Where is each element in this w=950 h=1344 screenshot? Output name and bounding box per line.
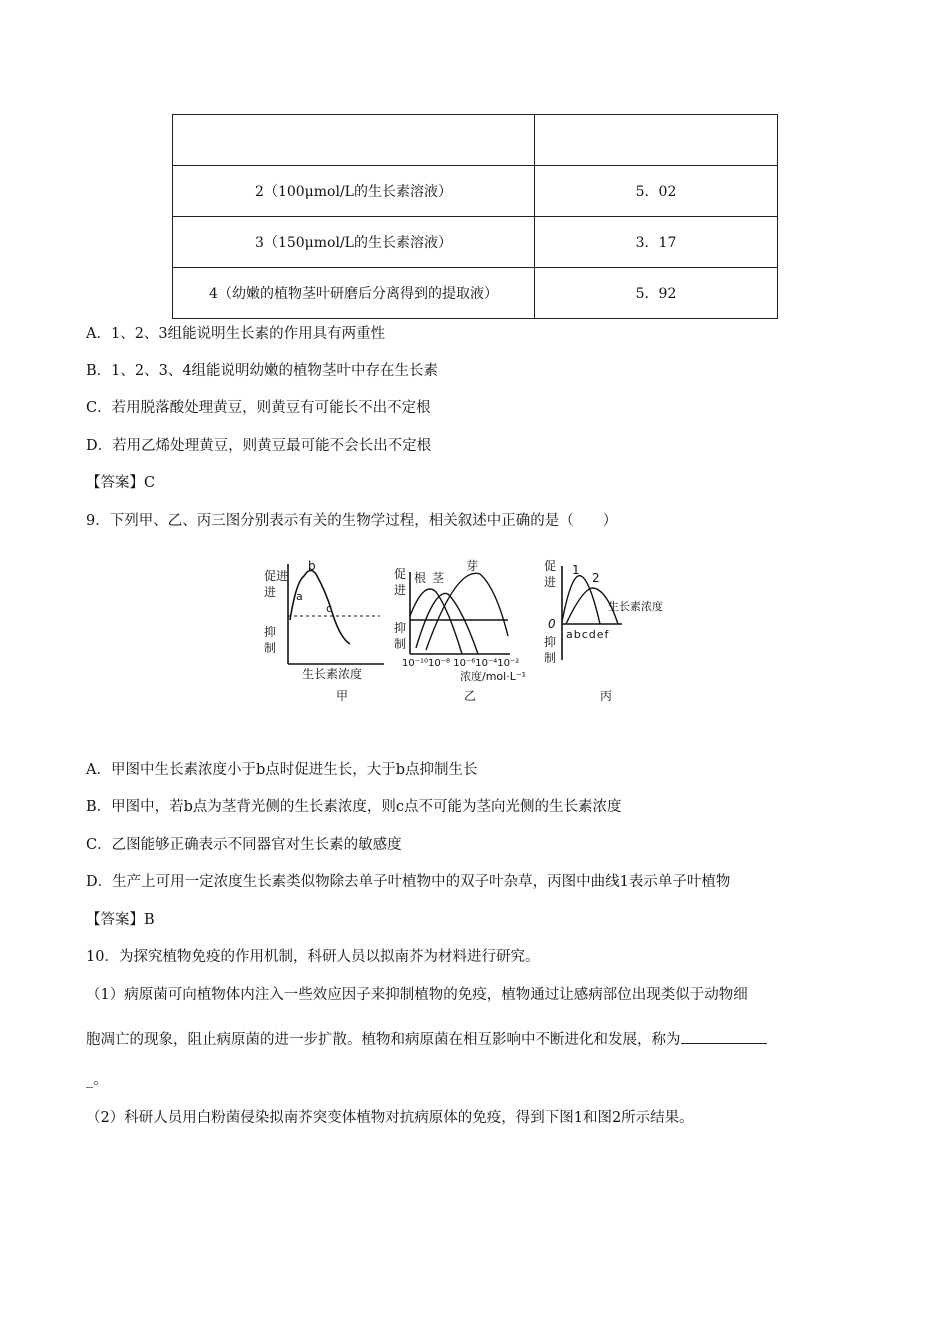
table-cell bbox=[535, 115, 778, 166]
jia-y-top: 促进 bbox=[264, 569, 289, 583]
jia-point-c: c bbox=[326, 602, 333, 615]
graph-yi bbox=[394, 558, 526, 703]
jia-caption: 甲 bbox=[336, 689, 349, 703]
table-row bbox=[173, 115, 778, 166]
yi-y-bot: 抑 bbox=[394, 621, 407, 635]
q8-option-c: C．若用脱落酸处理黄豆，则黄豆有可能长不出不定根 bbox=[86, 400, 431, 416]
graph-bing bbox=[544, 559, 663, 703]
yi-curve-bud: 芽 bbox=[466, 559, 479, 573]
bing-y-top: 促 bbox=[544, 559, 557, 573]
q8-option-a: A．1、2、3组能说明生长素的作用具有两重性 bbox=[86, 326, 386, 342]
data-table bbox=[172, 114, 778, 319]
q10-part1-line1: （1）病原菌可向植物体内注入一些效应因子来抑制植物的免疫，植物通过让感病部位出现类似于动物细 bbox=[86, 987, 748, 1003]
table-cell-group: 2（100μmol/L的生长素溶液） bbox=[173, 166, 535, 217]
table-cell-group: 3（150μmol/L的生长素溶液） bbox=[173, 217, 535, 268]
q9-option-a: A．甲图中生长素浓度小于b点时促进生长，大于b点抑制生长 bbox=[86, 762, 478, 778]
q9-answer: 【答案】B bbox=[86, 912, 155, 928]
table-cell-group: 4（幼嫩的植物茎叶研磨后分离得到的提取液） bbox=[173, 268, 535, 319]
table-row bbox=[173, 166, 778, 217]
table-row bbox=[173, 217, 778, 268]
q10-part1-line2-text: 胞凋亡的现象，阻止病原菌的进一步扩散。植物和病原菌在相互影响中不断进化和发展，称为 bbox=[86, 1032, 681, 1048]
q10-part1-line3: _。 bbox=[86, 1072, 108, 1088]
graph-jia bbox=[264, 559, 384, 703]
q9-option-b: B．甲图中，若b点为茎背光侧的生长素浓度，则c点不可能为茎向光侧的生长素浓度 bbox=[86, 799, 622, 815]
q8-option-b: B．1、2、3、4组能说明幼嫩的植物茎叶中存在生长素 bbox=[86, 363, 439, 379]
bing-curve-2: 2 bbox=[592, 571, 600, 585]
bing-y-bot2: 制 bbox=[544, 651, 557, 665]
jia-y-bot2: 制 bbox=[264, 641, 277, 655]
table-row bbox=[173, 268, 778, 319]
bing-xlabel: 生长素浓度 bbox=[608, 600, 663, 613]
bing-y-top2: 进 bbox=[544, 575, 557, 589]
yi-curve-root: 根 bbox=[414, 571, 427, 585]
q10-part1-line2 bbox=[86, 1029, 767, 1050]
table-cell-value: 5．02 bbox=[535, 166, 778, 217]
table-cell-value: 3．17 bbox=[535, 217, 778, 268]
q9-option-c: C．乙图能够正确表示不同器官对生长素的敏感度 bbox=[86, 837, 402, 853]
jia-point-a: a bbox=[296, 590, 303, 603]
jia-y-bot: 抑 bbox=[264, 625, 277, 639]
yi-caption: 乙 bbox=[464, 689, 477, 703]
yi-y-top2: 进 bbox=[394, 583, 407, 597]
q9-option-d: D．生产上可用一定浓度生长素类似物除去单子叶植物中的双子叶杂草，丙图中曲线1表示单子叶植物 bbox=[86, 874, 731, 890]
q9-stem: 9．下列甲、乙、丙三图分别表示有关的生物学过程，相关叙述中正确的是（ ） bbox=[86, 513, 618, 529]
yi-curve-stem: 茎 bbox=[432, 571, 445, 585]
q10-part2: （2）科研人员用白粉菌侵染拟南芥突变体植物对抗病原体的免疫，得到下图1和图2所示结果。 bbox=[86, 1110, 694, 1126]
answer-blank bbox=[681, 1029, 767, 1044]
bing-zero: 0 bbox=[548, 617, 556, 631]
bing-y-bot: 抑 bbox=[544, 635, 557, 649]
q10-stem: 10．为探究植物免疫的作用机制，科研人员以拟南芥为材料进行研究。 bbox=[86, 949, 540, 965]
bing-ticks: abcdef bbox=[566, 628, 610, 641]
yi-xlabel: 浓度/mol·L⁻¹ bbox=[460, 670, 527, 683]
jia-y-top2: 进 bbox=[264, 585, 277, 599]
q8-option-d: D．若用乙烯处理黄豆，则黄豆最可能不会长出不定根 bbox=[86, 438, 432, 454]
jia-point-b: b bbox=[308, 559, 316, 573]
table-cell-value: 5．92 bbox=[535, 268, 778, 319]
jia-xlabel: 生长素浓度 bbox=[302, 667, 363, 681]
q9-figure bbox=[256, 552, 663, 712]
bing-curve-1: 1 bbox=[572, 563, 580, 577]
yi-ticks: 10⁻¹⁰10⁻⁸ 10⁻⁶10⁻⁴10⁻² bbox=[402, 658, 520, 669]
yi-y-bot2: 制 bbox=[394, 637, 407, 651]
q8-answer: 【答案】C bbox=[86, 475, 156, 491]
table-cell bbox=[173, 115, 535, 166]
yi-y-top: 促 bbox=[394, 567, 407, 581]
bing-caption: 丙 bbox=[600, 689, 613, 703]
